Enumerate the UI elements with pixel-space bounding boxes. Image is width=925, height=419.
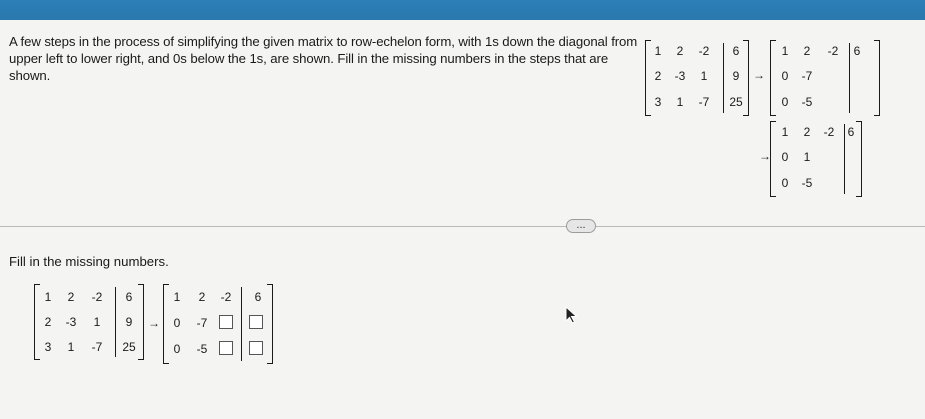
matrix-cell: 1 <box>654 44 662 58</box>
instruction-text: Fill in the missing numbers. <box>9 254 169 269</box>
matrix-cell: 2 <box>198 290 206 304</box>
mouse-cursor-icon <box>564 306 578 324</box>
matrix-cell: 1 <box>803 150 811 164</box>
matrix-cell: -5 <box>801 95 813 109</box>
matrix-cell: 2 <box>676 44 684 58</box>
matrix-cell: 9 <box>732 69 740 83</box>
matrix-cell: 6 <box>853 44 861 58</box>
matrix-cell: 25 <box>122 340 136 354</box>
matrix-cell: 25 <box>729 95 743 109</box>
matrix-cell: -7 <box>91 340 103 354</box>
top-bar <box>0 0 925 20</box>
matrix-cell: 2 <box>803 125 811 139</box>
answer-matrix-step1 <box>163 284 273 364</box>
matrix-cell: -5 <box>801 176 813 190</box>
matrix-cell: 3 <box>44 340 52 354</box>
answer-input-r2c4[interactable] <box>249 315 263 329</box>
matrix-cell: 9 <box>125 315 133 329</box>
matrix-cell: -7 <box>196 316 208 330</box>
matrix-cell: -2 <box>823 125 835 139</box>
matrix-cell: 1 <box>781 125 789 139</box>
answer-input-r3c3[interactable] <box>219 341 233 355</box>
arrow-icon: → <box>759 149 771 163</box>
matrix-cell: 0 <box>173 342 181 356</box>
answer-input-r3c4[interactable] <box>249 341 263 355</box>
matrix-cell: -2 <box>827 44 839 58</box>
matrix-cell: -2 <box>91 290 103 304</box>
matrix-cell: 2 <box>654 69 662 83</box>
matrix-cell: 2 <box>44 315 52 329</box>
matrix-cell: -2 <box>698 44 710 58</box>
question-text: A few steps in the process of simplifying the given matrix to row-echelon form, with 1s down the diagonal from upper left to lower right, and 0s below the 1s, are shown. Fill in the missing numbers in the steps that are shown. <box>9 34 638 83</box>
matrix-cell: -2 <box>220 290 232 304</box>
matrix-cell: 0 <box>781 95 789 109</box>
matrix-cell: 1 <box>781 44 789 58</box>
matrix-cell: 6 <box>732 44 740 58</box>
matrix-cell: 1 <box>67 340 75 354</box>
matrix-cell: 1 <box>93 315 101 329</box>
answer-input-r2c3[interactable] <box>219 315 233 329</box>
bracket-right <box>874 40 880 116</box>
section-divider <box>0 226 925 227</box>
matrix-cell: 0 <box>781 150 789 164</box>
example-matrix-step2 <box>770 121 862 197</box>
matrix-cell: 0 <box>781 176 789 190</box>
matrix-cell: 6 <box>254 290 262 304</box>
matrix-cell: -5 <box>196 342 208 356</box>
more-button[interactable]: ... <box>566 219 596 233</box>
matrix-cell: -7 <box>698 95 710 109</box>
augment-line <box>115 287 116 357</box>
matrix-cell: 0 <box>173 316 181 330</box>
augment-line <box>241 287 242 361</box>
matrix-cell: 0 <box>781 69 789 83</box>
augment-line <box>723 43 724 113</box>
matrix-cell: 1 <box>44 290 52 304</box>
matrix-cell: 2 <box>803 44 811 58</box>
matrix-cell: -3 <box>674 69 686 83</box>
example-matrix-original <box>645 40 749 116</box>
matrix-cell: 6 <box>847 125 855 139</box>
matrix-cell: 6 <box>125 290 133 304</box>
matrix-cell: -3 <box>65 315 77 329</box>
matrix-cell: 2 <box>67 290 75 304</box>
matrix-cell: 1 <box>173 290 181 304</box>
arrow-icon: → <box>148 316 160 330</box>
matrix-cell: -7 <box>801 69 813 83</box>
arrow-icon: → <box>753 68 765 82</box>
answer-matrix-original <box>34 284 144 360</box>
matrix-cell: 1 <box>700 69 708 83</box>
matrix-cell: 1 <box>676 95 684 109</box>
example-matrix-step1 <box>770 40 880 116</box>
matrix-cell: 3 <box>654 95 662 109</box>
